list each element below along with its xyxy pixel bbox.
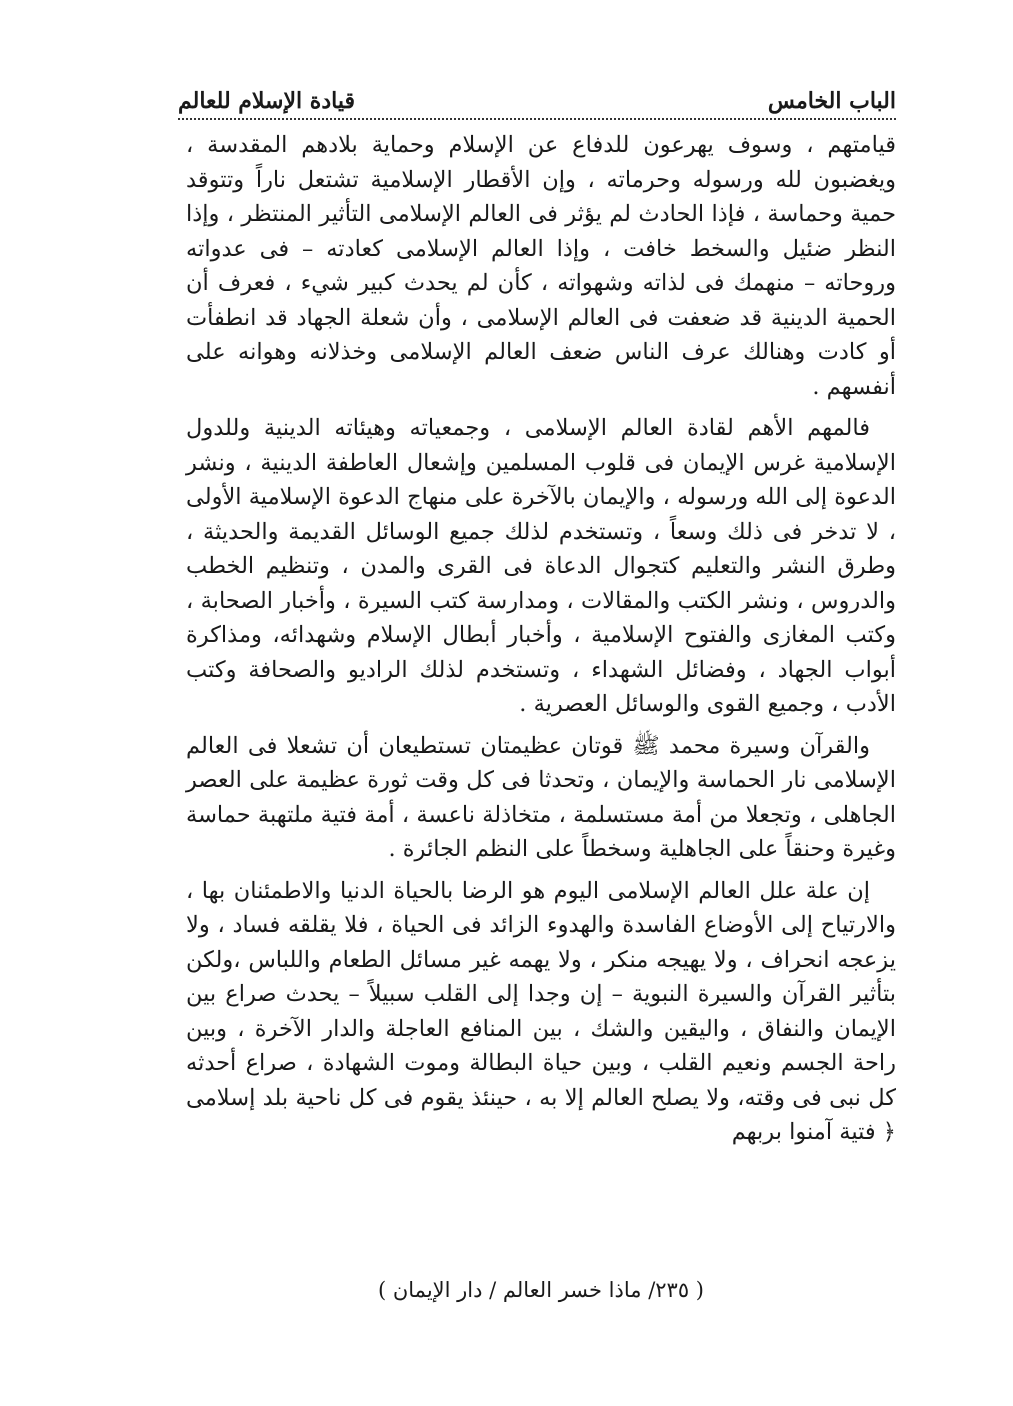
paragraph: فالمهم الأهم لقادة العالم الإسلامى ، وجمعياته وهيئاته الدينية وللدول الإسلامية غرس الإيمان فى قلوب المسلمين وإشعال العاطفة الدينية ، ونشر الدعوة إلى الله ورسوله ، والإيمان بالآخرة على منهاج الدعوة الإسلامية الأولى ، لا تدخر فى ذلك وسعاً ، وتستخدم لذلك جميع الوسائل القديمة والحديثة ، وطرق النشر والتعليم كتجوال الدعاة فى القرى والمدن ، وتنظيم الخطب والدروس ، ونشر الكتب والمقالات ، ومدارسة كتب السيرة ، وأخبار الصحابة ، وكتب المغازى والفتوح الإسلامية ، وأخبار أبطال الإسلام وشهدائه، ومذاكرة أبواب الجهاد ، وفضائل الشهداء ، وتستخدم لذلك الراديو والصحافة وكتب الأدب ، وجميع القوى والوسائل العصرية . [186, 415, 896, 717]
running-header [178, 78, 896, 114]
body-text [186, 128, 896, 1157]
chapter-label: الباب الخامس [767, 88, 896, 114]
paragraph: والقرآن وسيرة محمد ﷺ قوتان عظيمتان تستطيعان أن تشعلا فى العالم الإسلامى نار الحماسة والإيمان ، وتحدثا فى كل وقت ثورة عظيمة على العصر الجاهلى ، وتجعلا من أمة مستسلمة ، متخاذلة ناعسة ، أمة فتية ملتهبة حماسة وغيرة وحنقاً على الجاهلية وسخطاً على النظم الجائرة . [186, 732, 896, 862]
paragraph: إن علة علل العالم الإسلامى اليوم هو الرضا بالحياة الدنيا والاطمئنان بها ، والارتياح إلى الأوضاع الفاسدة والهدوء الزائد فى الحياة ، فلا يقلقه فساد ، ولا يزعجه انحراف ، ولا يهيجه منكر ، ولا يهمه غير مسائل الطعام واللباس ،ولكن بتأثير القرآن والسيرة النبوية – إن وجدا إلى القلب سبيلاً – يحدث صراع بين الإيمان والنفاق ، واليقين والشك ، بين المنافع العاجلة والدار الآخرة ، وبين راحة الجسم ونعيم القلب ، وبين حياة البطالة وموت الشهادة ، صراع أحدثه كل نبى فى وقته، ولا يصلح العالم إلا به ، حينئذ يقوم فى كل ناحية بلد إسلامى ﴿ فتية آمنوا بربهم [186, 877, 896, 1145]
paragraph: قيامتهم ، وسوف يهرعون للدفاع عن الإسلام وحماية بلادهم المقدسة ، ويغضبون لله ورسوله وحرماته ، وإن الأقطار الإسلامية تشتعل ناراً وتتوقد حمية وحماسة ، فإذا الحادث لم يؤثر فى العالم الإسلامى التأثير المنتظر ، وإذا النظر ضئيل والسخط خافت ، وإذا العالم الإسلامى كعادته – فى عدواته وروحاته – منهمك فى لذاته وشهواته ، كأن لم يحدث كبير شيء ، فعرف أن الحمية الدينية قد ضعفت فى العالم الإسلامى ، وأن شعلة الجهاد قد انطفأت أو كادت وهنالك عرف الناس ضعف العالم الإسلامى وخذلانه وهوانه على أنفسهم . [186, 132, 896, 400]
header-divider [178, 118, 896, 120]
page-footer: ( ٢٣٥/ ماذا خسر العالم / دار الإيمان ) [377, 1278, 704, 1302]
section-title: قيادة الإسلام للعالم [178, 88, 355, 114]
